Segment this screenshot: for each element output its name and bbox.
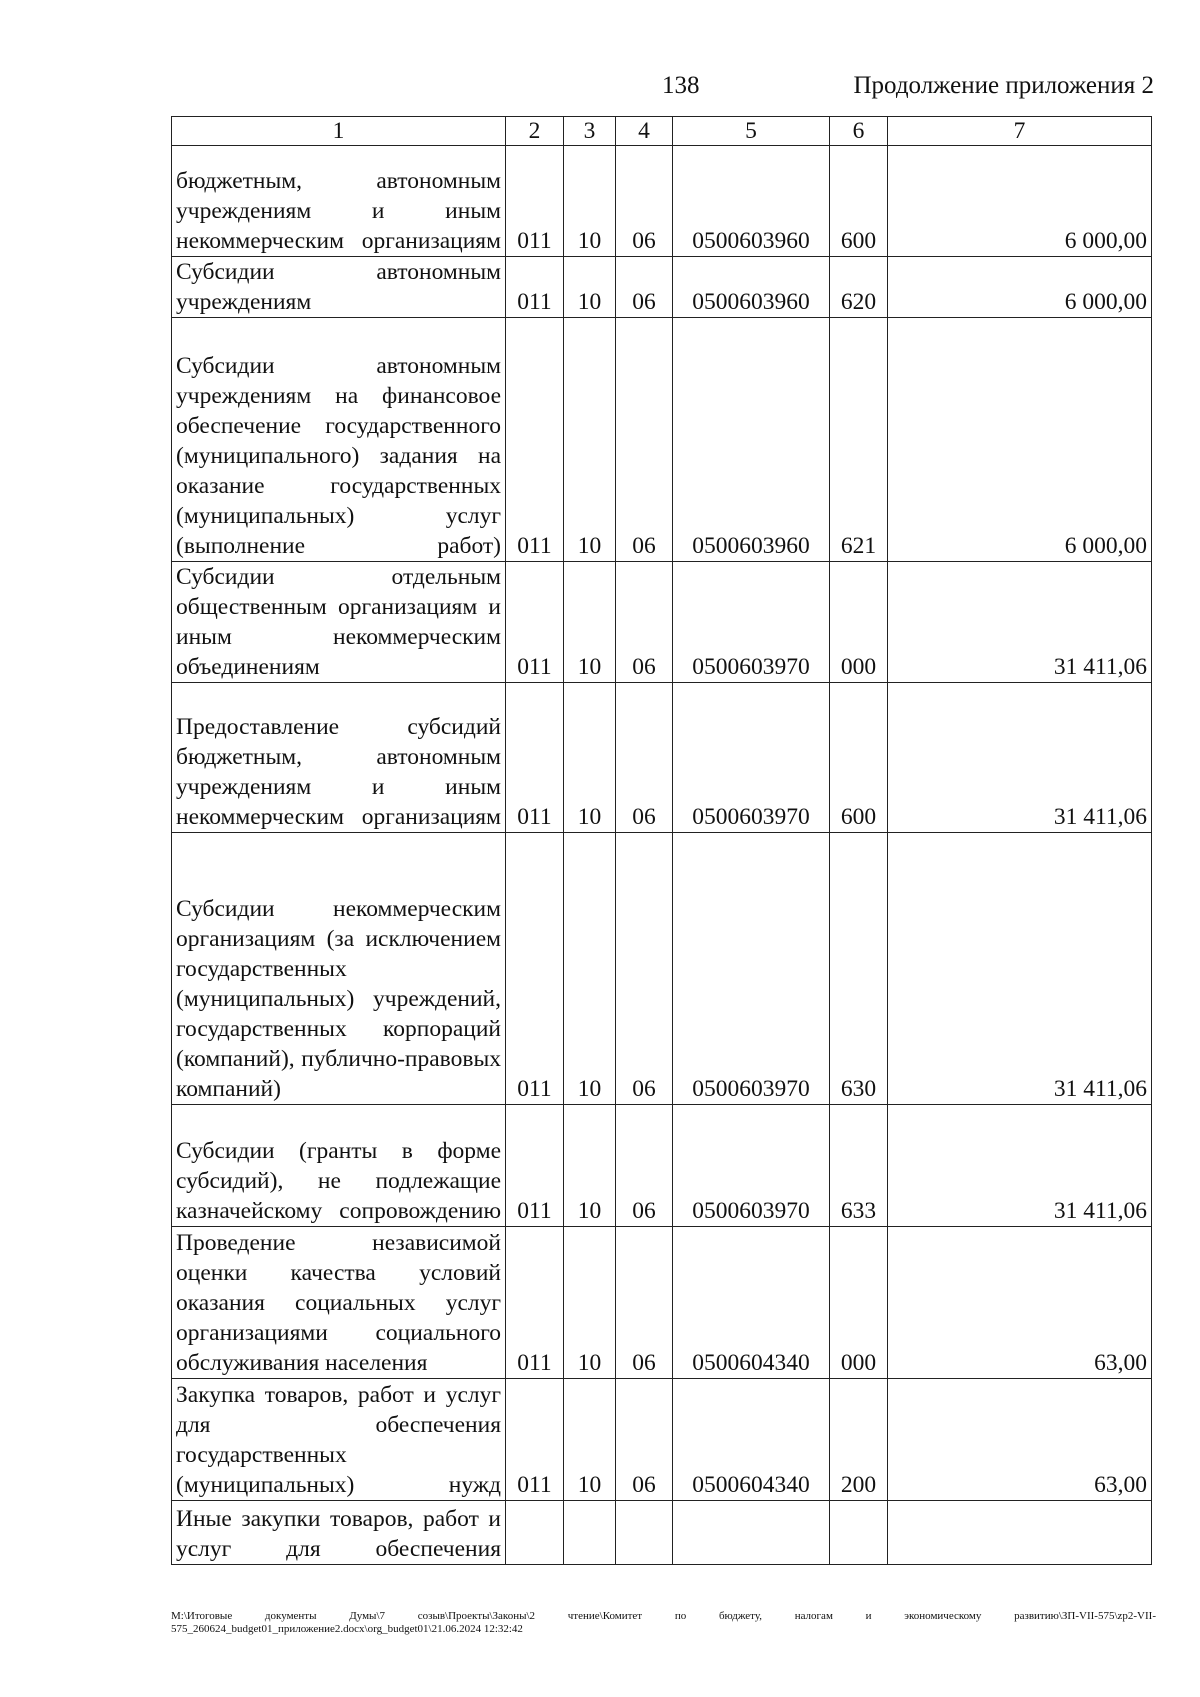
row-description: Субсидии автономным учреждениям на финансовое обеспечение государственного (муниципального) задания на оказание государственных (муниципальных) услуг (выполнение работ) [172, 318, 506, 562]
cell-subsection-code: 06 [616, 146, 673, 257]
cell-section-code: 10 [564, 1227, 616, 1379]
cell-ministry-code: 011 [506, 833, 564, 1105]
cell-section-code: 10 [564, 1105, 616, 1227]
cell-ministry-code: 011 [506, 146, 564, 257]
cell-expense-type: 600 [830, 146, 888, 257]
cell-section-code: 10 [564, 683, 616, 833]
column-header: 7 [888, 117, 1152, 146]
cell-section-code: 10 [564, 318, 616, 562]
cell-ministry-code: 011 [506, 562, 564, 683]
cell-section-code [564, 1501, 616, 1565]
cell-ministry-code: 011 [506, 683, 564, 833]
row-description: Субсидии некоммерческим организациям (за исключением государственных (муниципальных) учреждений, государственных корпораций (компаний), публично-правовых компаний) [172, 833, 506, 1105]
table-row [172, 146, 1152, 257]
cell-expense-type: 600 [830, 683, 888, 833]
cell-ministry-code: 011 [506, 1227, 564, 1379]
cell-target-article: 0500603970 [673, 833, 830, 1105]
cell-target-article: 0500603960 [673, 257, 830, 318]
row-description: Субсидии автономным учреждениям [172, 257, 506, 318]
cell-amount: 6 000,00 [888, 146, 1152, 257]
cell-subsection-code: 06 [616, 833, 673, 1105]
column-header: 1 [172, 117, 506, 146]
cell-expense-type: 000 [830, 562, 888, 683]
cell-ministry-code: 011 [506, 1105, 564, 1227]
row-description: Субсидии (гранты в форме субсидий), не подлежащие казначейскому сопровождению [172, 1105, 506, 1227]
row-description: Проведение независимой оценки качества условий оказания социальных услуг организациями социального обслуживания населения [172, 1227, 506, 1379]
cell-section-code: 10 [564, 257, 616, 318]
column-header: 4 [616, 117, 673, 146]
continuation-label: Продолжение приложения 2 [853, 72, 1154, 99]
table-row [172, 1501, 1152, 1565]
cell-ministry-code: 011 [506, 257, 564, 318]
column-header: 5 [673, 117, 830, 146]
cell-target-article: 0500603970 [673, 1105, 830, 1227]
cell-ministry-code [506, 1501, 564, 1565]
table-row [172, 683, 1152, 833]
cell-expense-type: 200 [830, 1379, 888, 1501]
cell-target-article: 0500604340 [673, 1227, 830, 1379]
cell-expense-type: 000 [830, 1227, 888, 1379]
cell-target-article: 0500603970 [673, 683, 830, 833]
cell-amount: 31 411,06 [888, 562, 1152, 683]
table-row [172, 1379, 1152, 1501]
cell-subsection-code: 06 [616, 1227, 673, 1379]
cell-target-article [673, 1501, 830, 1565]
cell-subsection-code: 06 [616, 1379, 673, 1501]
page-number: 138 [662, 72, 700, 99]
cell-amount: 31 411,06 [888, 683, 1152, 833]
cell-target-article: 0500603970 [673, 562, 830, 683]
cell-amount: 63,00 [888, 1227, 1152, 1379]
cell-expense-type [830, 1501, 888, 1565]
cell-section-code: 10 [564, 146, 616, 257]
footer-file-path: M:\Итоговые документы Думы\7 созыв\Проекты\Законы\2 чтение\Комитет по бюджету, налогам и экономическому развитию\ЗП-VII-575\zp2-VII-575_260624_budget01_приложение2.docx\org_budget01\21.06.2024 12:32:42 [171, 1610, 1156, 1635]
cell-amount [888, 1501, 1152, 1565]
cell-amount: 6 000,00 [888, 257, 1152, 318]
cell-amount: 31 411,06 [888, 1105, 1152, 1227]
table-row [172, 1105, 1152, 1227]
row-description: Закупка товаров, работ и услуг для обеспечения государственных (муниципальных) нужд [172, 1379, 506, 1501]
column-header: 3 [564, 117, 616, 146]
cell-expense-type: 630 [830, 833, 888, 1105]
table-row [172, 257, 1152, 318]
cell-subsection-code: 06 [616, 683, 673, 833]
cell-expense-type: 621 [830, 318, 888, 562]
cell-subsection-code: 06 [616, 1105, 673, 1227]
table-row [172, 318, 1152, 562]
cell-target-article: 0500604340 [673, 1379, 830, 1501]
cell-subsection-code: 06 [616, 257, 673, 318]
cell-subsection-code [616, 1501, 673, 1565]
cell-target-article: 0500603960 [673, 146, 830, 257]
budget-table [171, 116, 1152, 1565]
cell-subsection-code: 06 [616, 318, 673, 562]
cell-section-code: 10 [564, 833, 616, 1105]
row-description: бюджетным, автономным учреждениям и иным некоммерческим организациям [172, 146, 506, 257]
column-header: 6 [830, 117, 888, 146]
cell-target-article: 0500603960 [673, 318, 830, 562]
column-header: 2 [506, 117, 564, 146]
cell-amount: 63,00 [888, 1379, 1152, 1501]
table-row [172, 562, 1152, 683]
cell-subsection-code: 06 [616, 562, 673, 683]
cell-expense-type: 620 [830, 257, 888, 318]
table-row [172, 833, 1152, 1105]
table-row [172, 1227, 1152, 1379]
cell-section-code: 10 [564, 1379, 616, 1501]
row-description: Предоставление субсидий бюджетным, автономным учреждениям и иным некоммерческим организациям [172, 683, 506, 833]
table-header-row [172, 117, 1152, 146]
row-description: Иные закупки товаров, работ и услуг для обеспечения [172, 1501, 506, 1565]
cell-amount: 6 000,00 [888, 318, 1152, 562]
cell-ministry-code: 011 [506, 1379, 564, 1501]
cell-amount: 31 411,06 [888, 833, 1152, 1105]
cell-section-code: 10 [564, 562, 616, 683]
row-description: Субсидии отдельным общественным организациям и иным некоммерческим объединениям [172, 562, 506, 683]
cell-expense-type: 633 [830, 1105, 888, 1227]
cell-ministry-code: 011 [506, 318, 564, 562]
